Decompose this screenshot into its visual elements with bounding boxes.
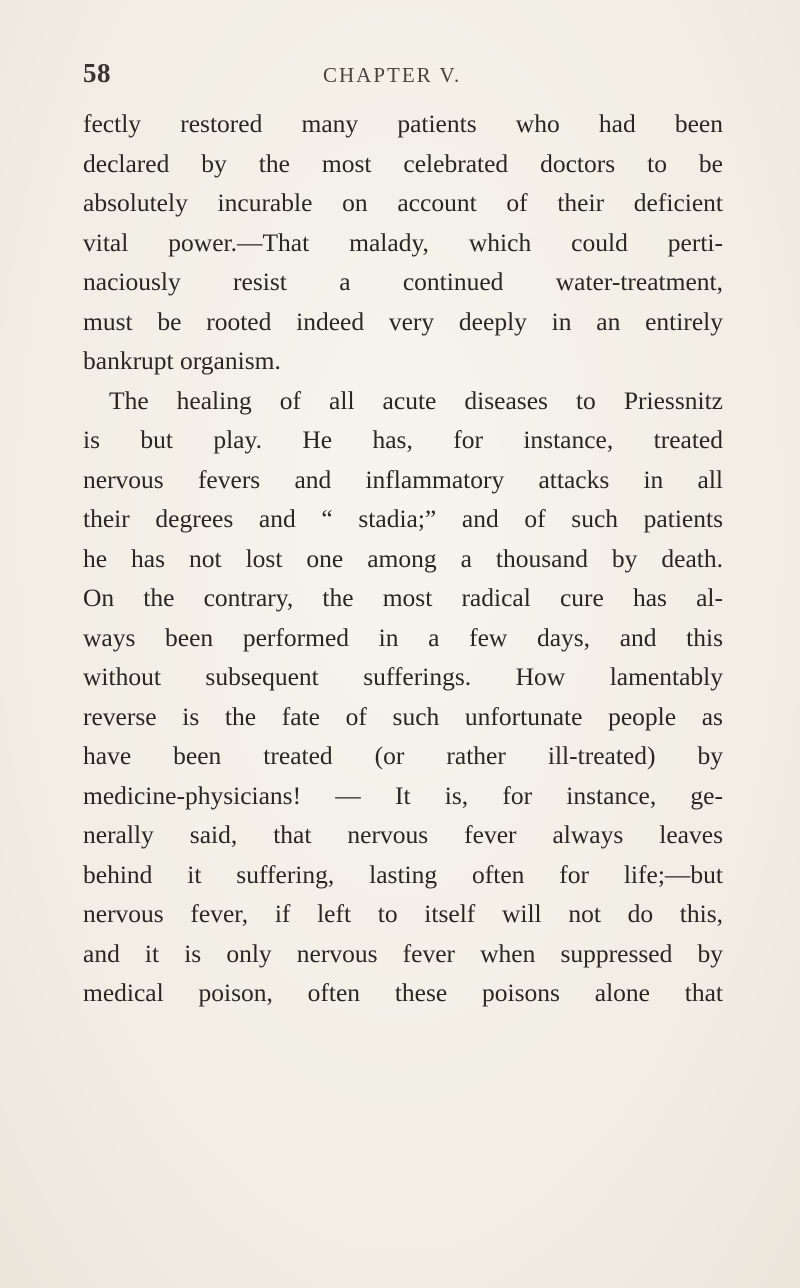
text-line: their degrees and “ stadia;” and of such patients [83,504,723,533]
text-line: declared by the most celebrated doctors to be [83,148,723,178]
paragraph-start-line: The healing of all acute diseases to Priessnitz [109,385,723,415]
running-head [83,58,723,92]
text-line: medical poison, often these poisons alone that [83,978,723,1007]
text-line: naciously resist a continued water-treatment, [83,267,723,296]
text-line: absolutely incurable on account of their deficient [83,188,723,217]
text-line: have been treated (or rather ill-treated) by [83,741,723,770]
page-number: 58 [83,58,111,88]
text-line: medicine-physicians! — It is, for instance, ge- [83,780,723,810]
chapter-title: CHAPTER V. [323,63,462,87]
text-line: On the contrary, the most radical cure has al- [83,583,723,612]
text-line: behind it suffering, lasting often for life;—but [83,859,723,889]
text-line: he has not lost one among a thousand by death. [83,543,723,573]
text-line: is but play. He has, for instance, treated [83,425,723,454]
text-line: fectly restored many patients who had been [83,109,723,138]
text-line: reverse is the fate of such unfortunate people as [83,701,723,731]
text-line: vital power.—That malady, which could perti- [83,227,723,257]
text-line: nervous fever, if left to itself will not do this, [83,899,723,928]
text-line: bankrupt organism. [83,346,281,375]
text-line: without subsequent sufferings. How lamentably [83,662,723,691]
text-line: ways been performed in a few days, and this [83,622,723,652]
text-line: must be rooted indeed very deeply in an entirely [83,306,723,336]
body-text [83,104,723,1013]
text-line: nervous fevers and inflammatory attacks in all [83,464,723,494]
text-line: and it is only nervous fever when suppressed by [83,938,723,968]
text-line: nerally said, that nervous fever always leaves [83,820,723,849]
